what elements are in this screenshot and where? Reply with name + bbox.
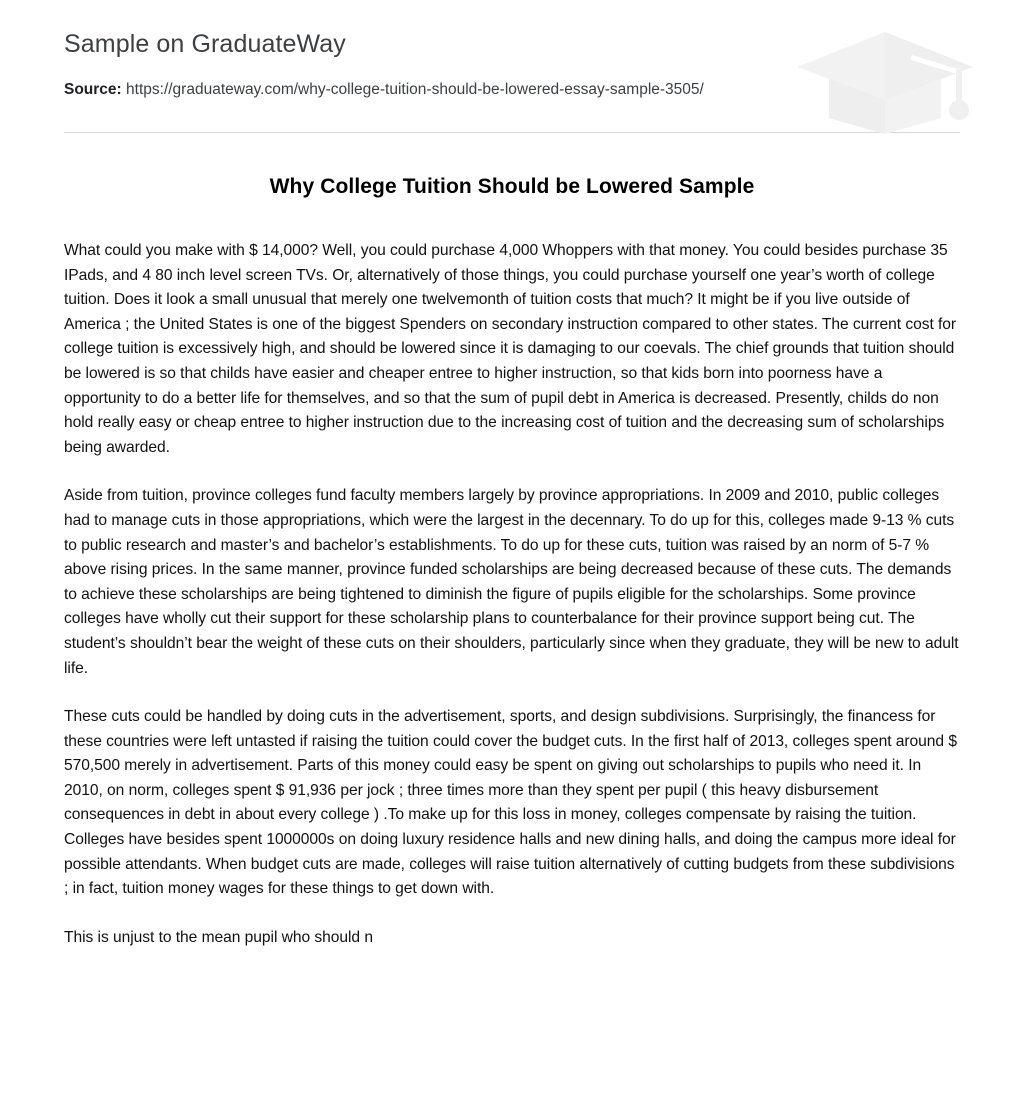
page-title: Why College Tuition Should be Lowered Sample <box>269 175 755 198</box>
paragraph: What could you make with $ 14,000? Well, you could purchase 4,000 Whoppers with that money. You could besides purchase 35 IPads, and 4 80 inch level screen TVs. Or, alternatively of those things, you could purchase yourself one year’s worth of college tuition. Does it look a small unusual that merely one twelvemonth of tuition costs that much? It might be if you live outside of America ; the United States is one of the biggest Spenders on secondary instruction compared to other states. The current cost for college tuition is excessively high, and should be lowered since it is damaging to our coevals. The chief grounds that tuition should be lowered is so that childs have easier and cheaper entree to higher instruction, so that kids born into poorness have a opportunity to do a better life for themselves, and so that the sum of pupil debt in America is decreased. Presently, childs do non hold really easy or cheap entree to higher instruction due to the increasing cost of tuition and the decreasing sum of scholarships being awarded. <box>64 242 957 456</box>
site-title: Sample on GraduateWay <box>64 30 346 58</box>
article-paragraphs <box>64 239 960 950</box>
source-line <box>64 78 724 102</box>
page-header <box>0 0 1024 102</box>
paragraph: These cuts could be handled by doing cuts in the advertisement, sports, and design subdivisions. Surprisingly, the financess for these countries were left untasted if raising the tuition could cover the budget cuts. In the first half of 2013, colleges spent around $ 570,500 merely in advertisement. Parts of this money could easy be spent on giving out scholarships to pupils who need it. In 2010, on norm, colleges spent $ 91,936 per jock ; three times more than they spent per pupil ( this heavy disbursement consequences in debt in about every college ) .To make up for this loss in money, colleges compensate by raising the tuition. Colleges have besides spent 1000000s on doing luxury residence halls and new dining halls, and doing the campus more ideal for possible attendants. When budget cuts are made, colleges will raise tuition alternatively of cutting budgets from these subdivisions ; in fact, tuition money wages for these things to get down with. <box>64 708 957 898</box>
header-divider <box>64 132 960 133</box>
paragraph: Aside from tuition, province colleges fund faculty members largely by province appropriations. In 2009 and 2010, public colleges had to manage cuts in those appropriations, which were the largest in the decennary. To do up for this, colleges made 9-13 % cuts to public research and master’s and bachelor’s establishments. To do up for these cuts, tuition was raised by an norm of 5-7 % above rising prices. In the same manner, province funded scholarships are being decreased because of these cuts. The demands to achieve these scholarships are being tightened to diminish the figure of pupils eligible for the scholarships. Some province colleges have wholly cut their support for these scholarship plans to counterbalance for their province support being cut. The student’s shouldn’t bear the weight of these cuts on their shoulders, particularly since when they graduate, they will be new to adult life. <box>64 487 959 677</box>
source-label: Source: <box>64 81 122 98</box>
article-body <box>0 173 1024 950</box>
source-url[interactable]: https://graduateway.com/why-college-tuition-should-be-lowered-essay-sample-3505/ <box>126 81 704 98</box>
paragraph: This is unjust to the mean pupil who should n <box>64 928 373 946</box>
